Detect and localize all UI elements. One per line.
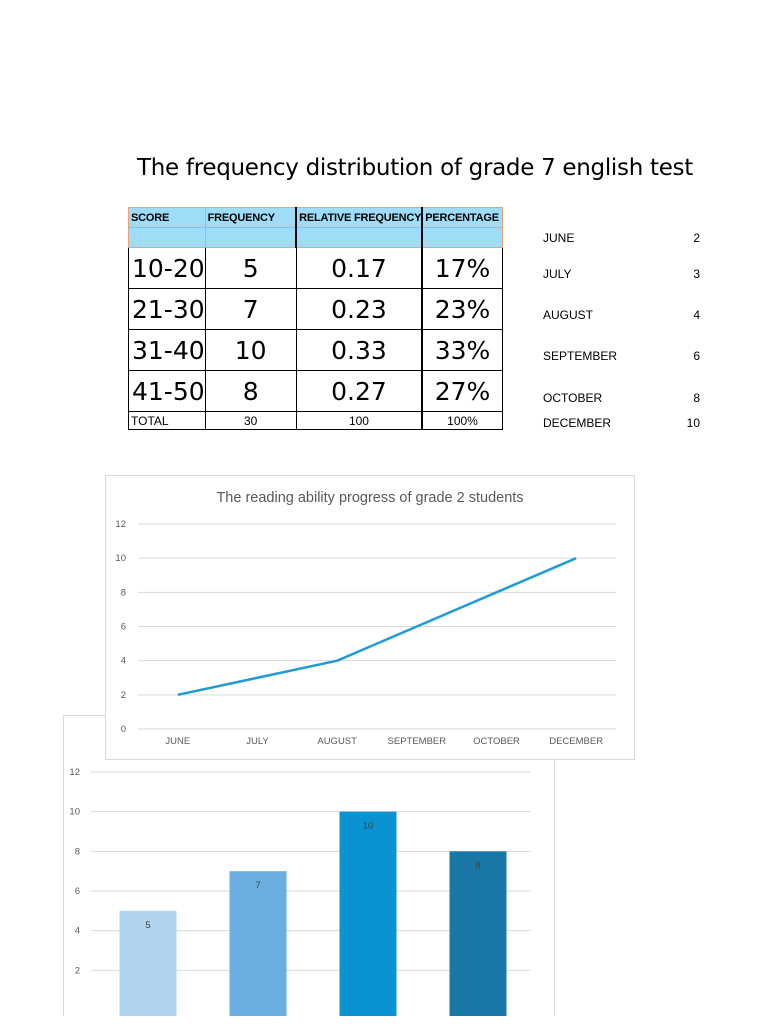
relative-frequency-cell: 0.33: [296, 330, 422, 371]
month-value: 2: [693, 231, 700, 245]
table-row: [129, 248, 503, 289]
month-value: 4: [693, 308, 700, 322]
frequency-cell: 7: [205, 289, 296, 330]
data-label: 7: [255, 880, 261, 892]
y-tick-label: 2: [120, 689, 126, 701]
y-tick-label: 6: [74, 886, 80, 897]
header-frequency: FREQUENCY: [205, 208, 296, 228]
line-chart: [105, 475, 635, 760]
y-tick-label: 0: [120, 724, 126, 735]
y-tick-label: 6: [120, 621, 126, 633]
x-tick-label: JULY: [246, 736, 269, 747]
line-chart-svg: [106, 476, 634, 759]
x-tick-label: SEPTEMBER: [387, 736, 447, 747]
percentage-cell: 33%: [422, 330, 502, 371]
month-label: OCTOBER: [543, 391, 603, 405]
frequency-cell: 10: [205, 330, 296, 371]
score-cell: 21-30: [129, 289, 206, 330]
table-row: [129, 371, 503, 412]
header-relative-frequency: RELATIVE FREQUENCY: [296, 208, 422, 228]
relative-frequency-cell: 0.27: [296, 371, 422, 412]
month-value: 10: [686, 416, 700, 430]
percentage-cell: 23%: [422, 289, 502, 330]
total-percentage: 100%: [422, 412, 502, 430]
x-tick-label: OCTOBER: [473, 736, 520, 747]
percentage-cell: 17%: [422, 248, 502, 289]
header-score: SCORE: [129, 208, 206, 228]
frequency-cell: 8: [205, 371, 296, 412]
month-value: 8: [693, 391, 700, 405]
month-label: DECEMBER: [543, 416, 612, 430]
y-tick-label: 12: [115, 519, 126, 530]
total-label: TOTAL: [129, 412, 206, 430]
bar: [450, 851, 507, 1016]
score-cell: 31-40: [129, 330, 206, 371]
frequency-cell: 5: [205, 248, 296, 289]
y-tick-label: 12: [69, 767, 80, 778]
total-frequency: 30: [205, 412, 296, 430]
score-cell: 41-50: [129, 371, 206, 412]
month-label: AUGUST: [543, 308, 594, 322]
month-label: JUNE: [543, 231, 575, 245]
month-value: 3: [693, 267, 700, 281]
x-tick-label: DECEMBER: [549, 736, 604, 747]
relative-frequency-cell: 0.17: [296, 248, 422, 289]
relative-frequency-cell: 0.23: [296, 289, 422, 330]
month-label: JULY: [543, 267, 572, 281]
y-tick-label: 10: [69, 806, 80, 818]
month-label: SEPTEMBER: [543, 349, 618, 363]
data-label: 5: [145, 919, 151, 931]
bar: [340, 812, 397, 1016]
y-tick-label: 2: [74, 965, 80, 977]
table-header-spacer-row: [129, 228, 503, 248]
y-tick-label: 10: [115, 553, 126, 565]
line-chart-title: The reading ability progress of grade 2 students: [216, 490, 524, 506]
data-label: 10: [362, 820, 374, 832]
score-cell: 10-20: [129, 248, 206, 289]
table-row: [129, 289, 503, 330]
bar: [230, 871, 287, 1016]
month-value: 6: [693, 349, 700, 363]
header-percentage: PERCENTAGE: [422, 208, 502, 228]
y-tick-label: 4: [120, 655, 126, 667]
frequency-table: [128, 207, 503, 430]
y-tick-label: 8: [120, 587, 126, 599]
y-tick-label: 4: [74, 925, 80, 937]
table-row: [129, 330, 503, 371]
x-tick-label: AUGUST: [317, 736, 357, 747]
x-tick-label: JUNE: [165, 736, 191, 747]
total-relative: 100: [296, 412, 422, 430]
percentage-cell: 27%: [422, 371, 502, 412]
document-title: The frequency distribution of grade 7 english test: [137, 155, 693, 181]
y-tick-label: 8: [74, 846, 80, 858]
data-label: 8: [475, 860, 481, 872]
table-header-row: [129, 208, 503, 228]
table-total-row: [129, 412, 503, 430]
